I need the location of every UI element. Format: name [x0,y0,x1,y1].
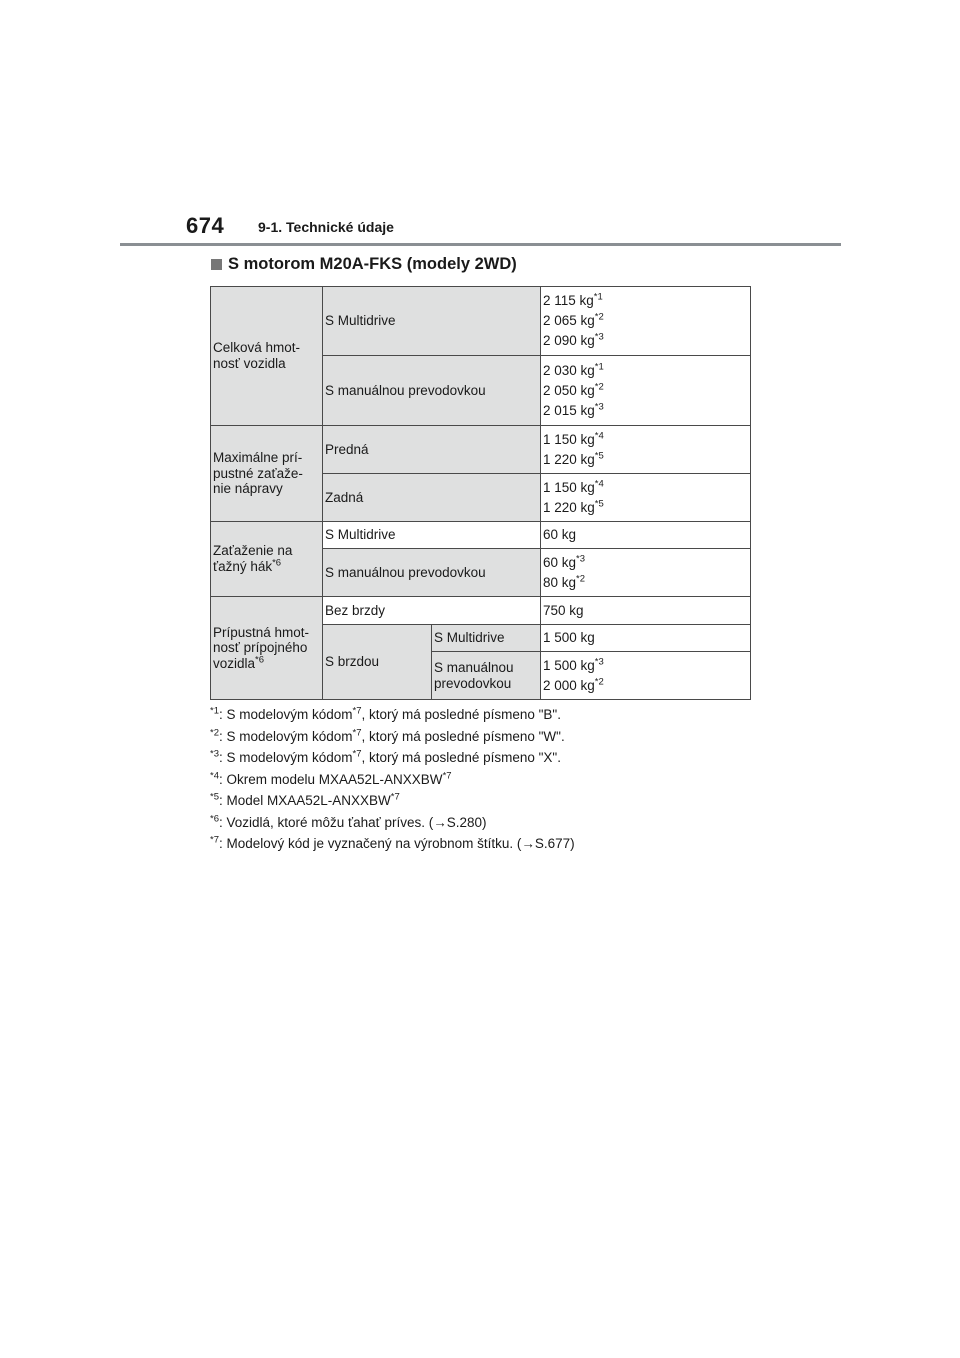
weight-value: 1 220 $kg^{*5}$ [543,498,604,515]
section-heading [211,255,517,274]
weight-value: 80 $kg^{*2}$ [543,573,586,590]
footnote: $^{*2}$: S modelovým kódom$^{*7}$, ktorý má posledné písmeno "W". [210,727,565,744]
weight-value: 2 030 $kg^{*1}$ [543,361,604,378]
weight-value: 1 150 $kg^{*4}$ [543,478,604,495]
cell-hitch-manual: S manuálnou prevodovkou [323,549,541,597]
row-header-trailer-weight: Prípustná hmot- nosť prípojného vozidla$^{*6}$ [211,597,323,700]
footnote: $^{*5}$: Model MXAA52L-ANXXBW$^{*7}$ [210,791,400,808]
cell-axle-rear-values [541,474,751,522]
weight-value: 1 500 $kg^{*3}$ [543,656,604,673]
table-row [211,287,751,356]
cell-trailer-no-brake: Bez brzdy [323,597,541,625]
cell-axle-rear: Zadná [323,474,541,522]
weight-value: 2 050 $kg^{*2}$ [543,381,604,398]
footnote: $^{*4}$: Okrem modelu MXAA52L-ANXXBW$^{*7}$ [210,770,452,787]
cell-gross-manual-values [541,356,751,426]
weight-value: 2 000 $kg^{*2}$ [543,676,604,693]
weight-value: 60 $kg^{*3}$ [543,553,586,570]
footnote: $^{*7}$: Modelový kód je vyznačený na výrobnom štítku. (→S.677) [210,834,575,851]
weight-value: 1 150 $kg^{*4}$ [543,430,604,447]
weights-table [210,286,751,700]
cell-trailer-brake-manual-values [541,652,751,700]
row-header-gross-weight: Celková hmot- nosť vozidla [211,287,323,426]
cell-trailer-brake-manual: S manuálnou prevodovkou [432,652,541,700]
row-header-axle-load: Maximálne prí- pustné zaťaže- nie nápravy [211,426,323,522]
weight-value: 1 220 $kg^{*5}$ [543,450,604,467]
cell-hitch-multidrive-value: 60 kg [541,522,751,549]
cell-gross-manual: S manuálnou prevodovkou [323,356,541,426]
chapter-title: 9-1. Technické údaje [258,219,394,235]
header-divider [120,243,841,246]
square-bullet-icon [211,259,222,270]
cell-axle-front: Predná [323,426,541,474]
cell-trailer-brake-multidrive-value: 1 500 kg [541,625,751,652]
cell-trailer-brake: S brzdou [323,625,432,700]
cell-gross-multidrive: S Multidrive [323,287,541,356]
row-header-hitch-load: Zaťaženie na ťažný hák$^{*6}$ [211,522,323,597]
weight-value: 2 015 $kg^{*3}$ [543,401,604,418]
weight-value: 2 090 $kg^{*3}$ [543,331,604,348]
cell-hitch-multidrive: S Multidrive [323,522,541,549]
footnote: $^{*1}$: S modelovým kódom$^{*7}$, ktorý má posledné písmeno "B". [210,705,561,722]
footnote: $^{*3}$: S modelovým kódom$^{*7}$, ktorý má posledné písmeno "X". [210,748,561,765]
footnotes [210,704,770,855]
cell-trailer-brake-multidrive: S Multidrive [432,625,541,652]
cell-axle-front-values [541,426,751,474]
table-row [211,597,751,625]
section-title: S motorom M20A-FKS (modely 2WD) [228,255,517,273]
weight-value: 2 115 $kg^{*1}$ [543,291,603,308]
page-number: 674 [186,213,225,238]
cell-hitch-manual-values [541,549,751,597]
footnote: $^{*6}$: Vozidlá, ktoré môžu ťahať príves. (→S.280) [210,813,487,830]
weight-value: 2 065 $kg^{*2}$ [543,311,604,328]
cell-gross-multidrive-values [541,287,751,356]
cell-trailer-no-brake-value: 750 kg [541,597,751,625]
table-row [211,426,751,474]
table-row [211,522,751,549]
